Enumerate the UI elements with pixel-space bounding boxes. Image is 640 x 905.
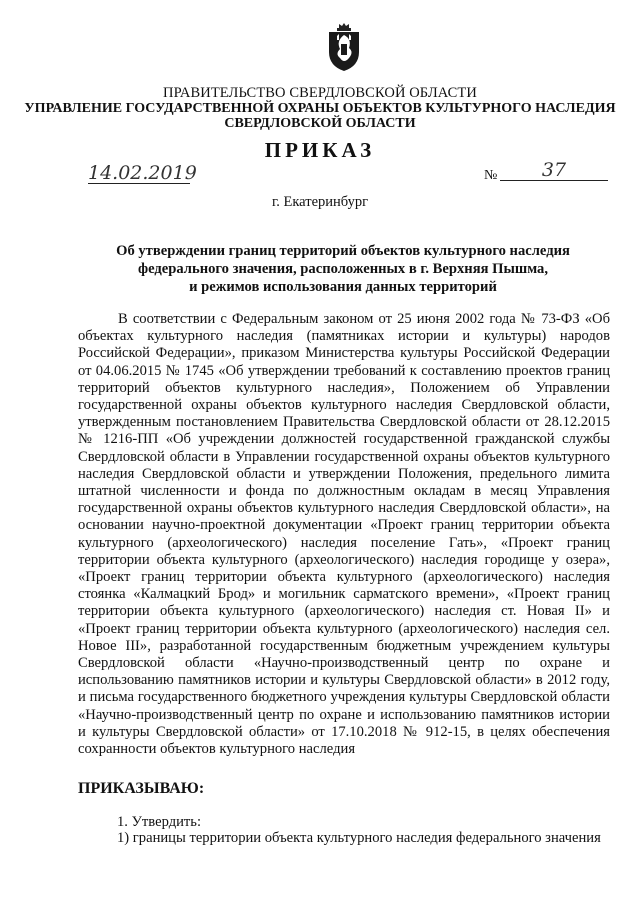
department-line-2: СВЕРДЛОВСКОЙ ОБЛАСТИ [224, 116, 416, 131]
document-body [78, 311, 610, 758]
subject-line-2: федерального значения, расположенных в г. Верхняя Пышма, [138, 261, 548, 277]
department-title [0, 101, 640, 131]
subject-line-3: и режимов использования данных территорий [189, 279, 497, 295]
department-line-1: УПРАВЛЕНИЕ ГОСУДАРСТВЕННОЙ ОХРАНЫ ОБЪЕКТОВ КУЛЬТУРНОГО НАСЛЕДИЯ [24, 101, 616, 116]
subject-line-1: Об утверждении границ территорий объектов культурного наследия [116, 243, 570, 259]
document-number: 37 [500, 160, 608, 181]
number-label: № [484, 168, 498, 183]
order-item-1: 1. Утвердить: [117, 814, 202, 830]
city: г. Екатеринбург [271, 194, 369, 210]
coat-of-arms-icon [327, 22, 361, 72]
document-type: ПРИКАЗ [264, 138, 376, 162]
preamble-paragraph: В соответствии с Федеральным законом от 25 июня 2002 года № 73-ФЗ «Об объектах культурного наследия (памятниках истории и культуры) народов Российской Федерации», приказом Министерства культуры Российской Федерации от 04.06.2015 № 1745 «Об утверждении требований к составлению проектов границ территорий объектов культурного наследия», Положением об Управлении государственной охраны объектов культурного наследия Свердловской области, утвержденным постановлением Правительства Свердловской области от 28.12.2015 № 1216-ПП «Об учреждении должностей государственной гражданской службы Свердловской области в Управлении государственной охраны объектов культурного наследия Свердловской области и утверждении Положения, предельного лимита штатной численности и фонда по должностным окладам в месяц Управления государственной охраны объектов культурного наследия Свердловской области», на основании научно-проектной документации «Проект границ территории объекта культурного (археологического) наследия поселение Гать», «Проект границ территории объекта культурного (археологического) наследия городище у озера», «Проект границ территории объекта культурного (археологического) наследия стоянка «Калмацкий Брод» и могильник сарматского времени», «Проект границ территории объекта культурного (археологического) наследия ст. Новая II» и «Проект границ территории объекта культурного (археологического) наследия сел. Новое III», разработанной государственным бюджетным учреждением культуры Свердловской области «Научно-производственный центр по охране и использованию памятников истории и культуры Свердловской области» в 2012 году, и письма государственного бюджетного учреждения культуры Свердловской области «Научно-производственный центр по охране и использованию памятников истории и культуры Свердловской области» от 17.10.2018 № 912-15, в целях обеспечения сохранности объектов культурного наследия [78, 311, 610, 758]
order-heading: ПРИКАЗЫВАЮ: [78, 780, 205, 797]
document-subject [78, 242, 608, 296]
document-date: 14.02.2019 [88, 162, 197, 184]
order-item-1-1: 1) границы территории объекта культурного наследия федерального значения [117, 830, 601, 846]
government-title: ПРАВИТЕЛЬСТВО СВЕРДЛОВСКОЙ ОБЛАСТИ [163, 85, 477, 101]
